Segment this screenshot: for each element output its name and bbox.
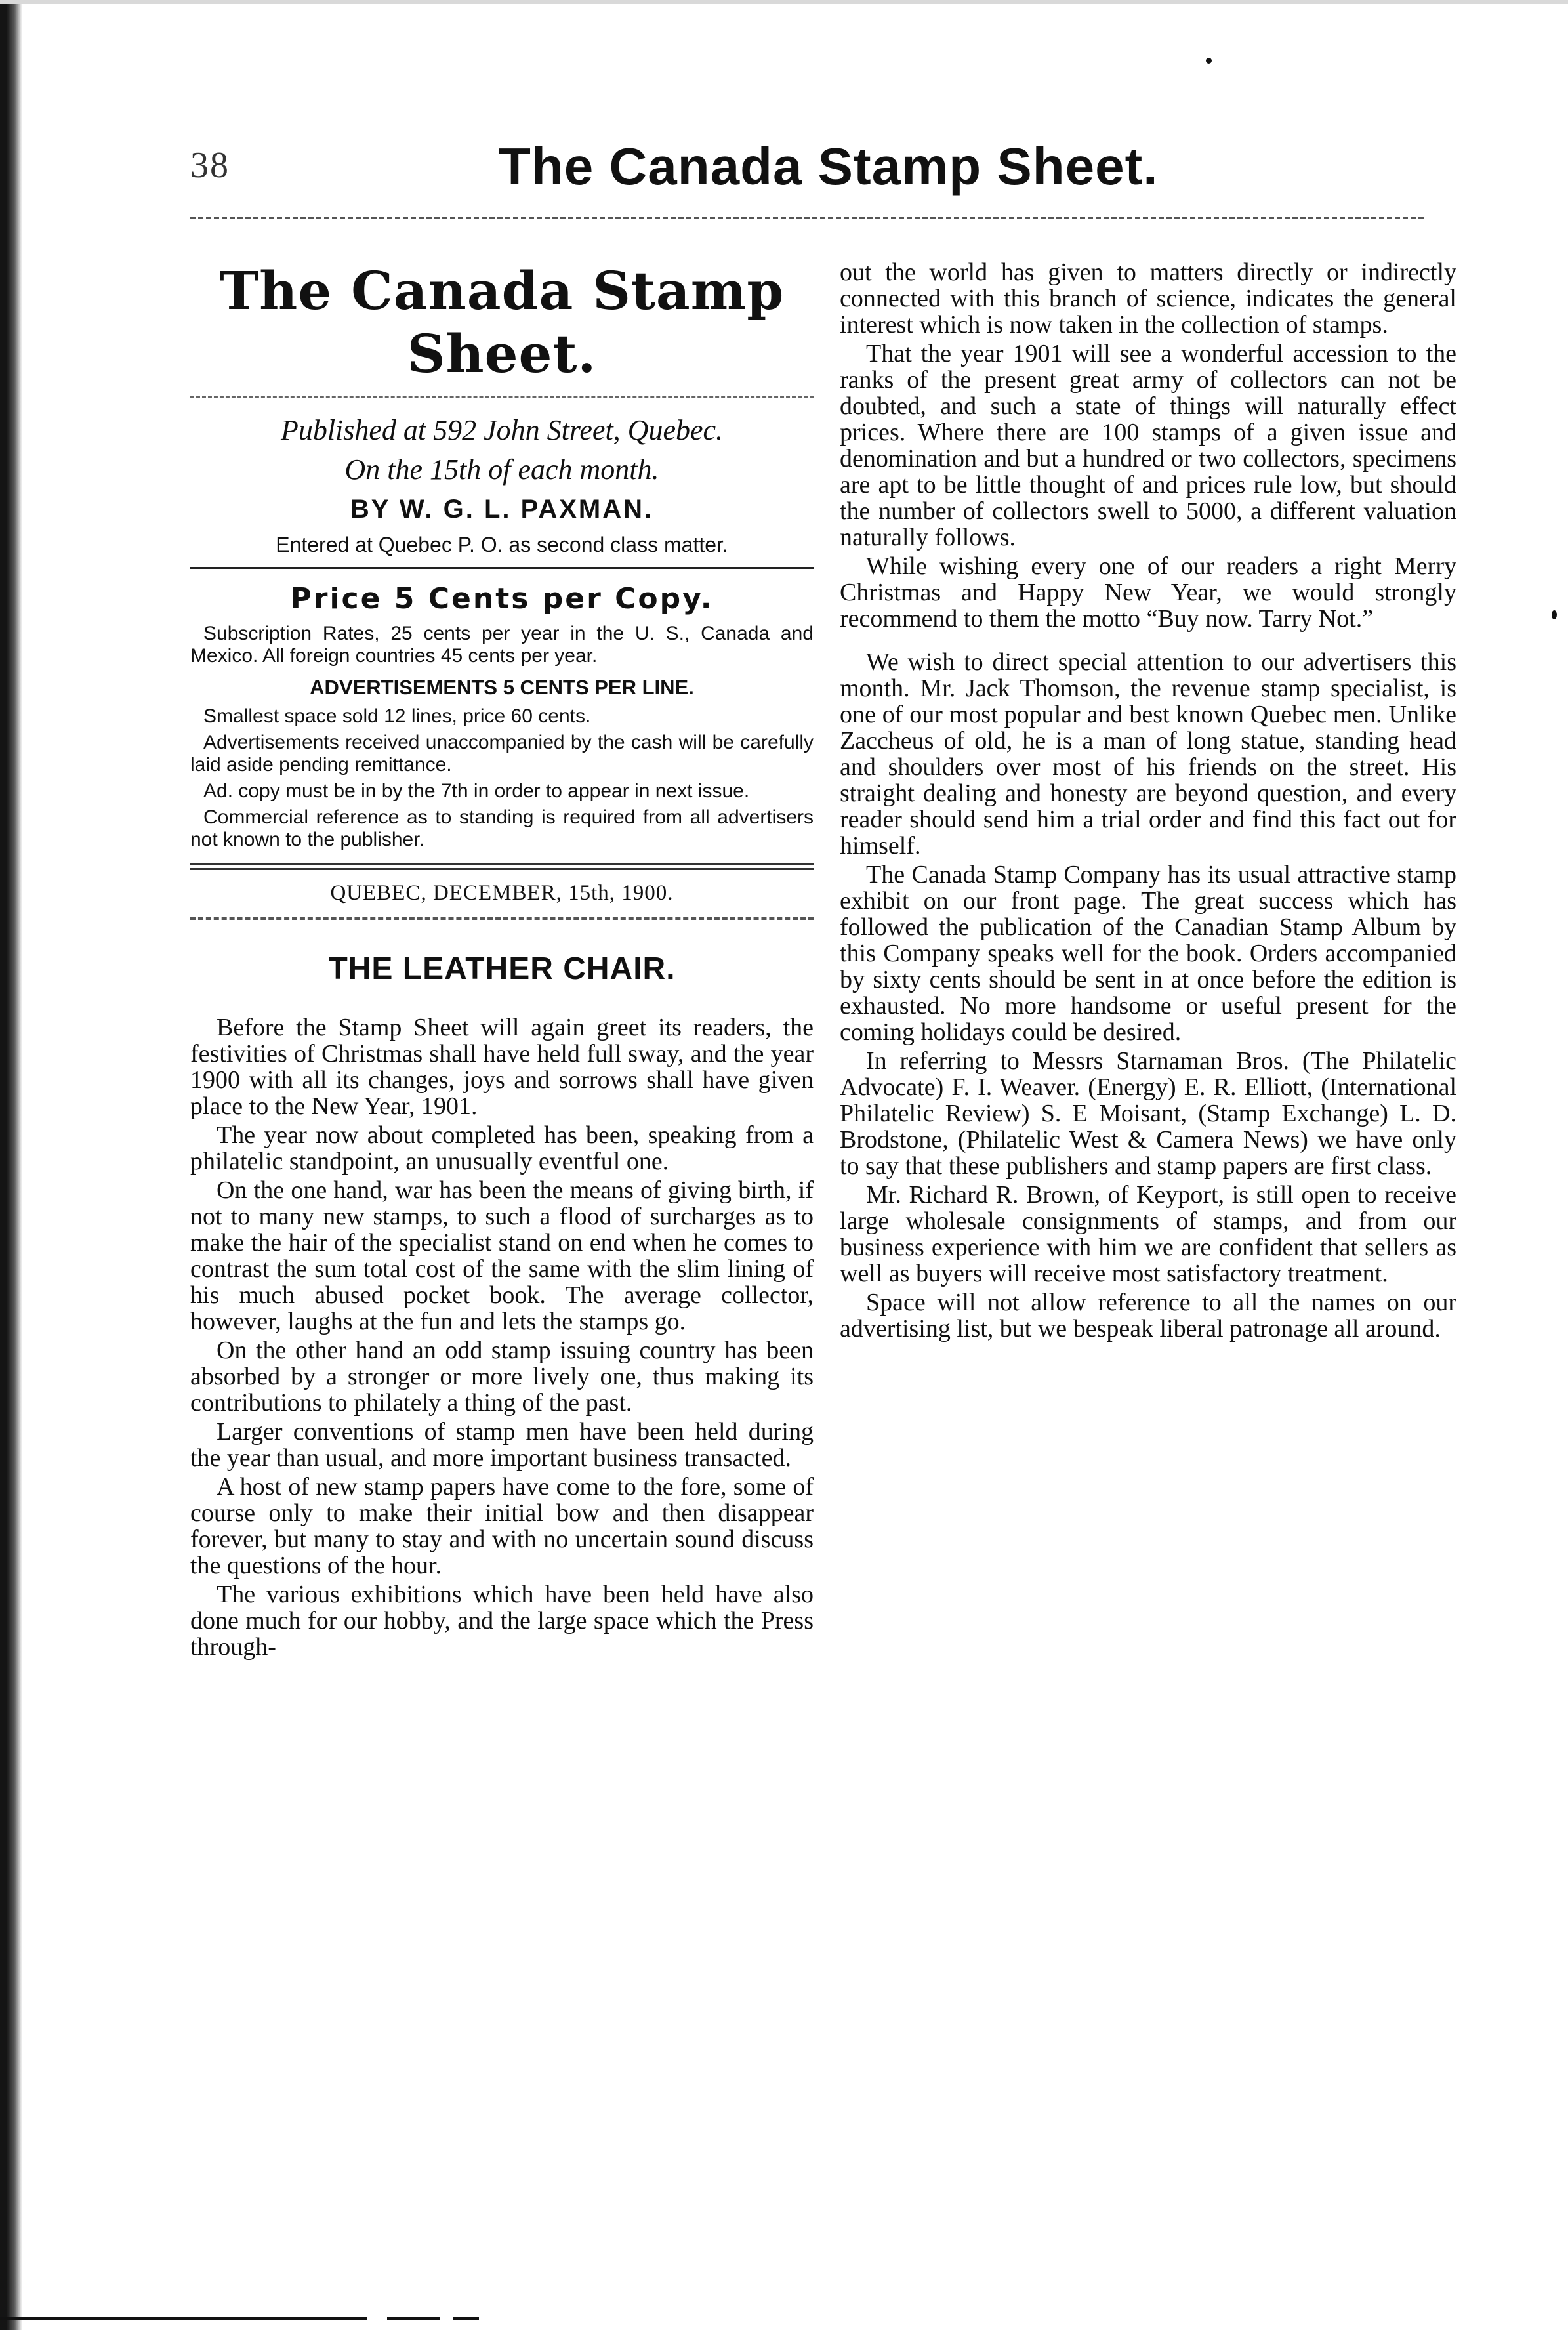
page-number: 38 xyxy=(190,145,230,186)
smallest-space-notice: Smallest space sold 12 lines, price 60 cents. xyxy=(203,705,591,727)
page-bottom-rule xyxy=(0,2317,367,2320)
masthead-rule xyxy=(190,396,814,398)
running-title: The Canada Stamp Sheet. xyxy=(499,137,1159,196)
dateline-rule-top xyxy=(190,863,814,870)
article-continuation: out the world has given to matters directly or indirectly connected with this branch of science, indicates the general interest which is now taken in the collection of stamps. xyxy=(840,259,1456,339)
masthead-divider xyxy=(190,567,814,569)
page-bottom-rule xyxy=(387,2317,440,2320)
publisher-byline: BY W. G. L. PAXMAN. xyxy=(350,495,654,524)
issue-dateline: QUEBEC, DECEMBER, 15th, 1900. xyxy=(330,881,674,905)
publication-address: Published at 592 John Street, Quebec. xyxy=(280,414,724,446)
publication-frequency: On the 15th of each month. xyxy=(344,453,659,486)
scan-speck xyxy=(1552,610,1557,619)
right-column xyxy=(840,259,1456,1342)
commercial-reference-notice: Commercial reference as to standing is required from all advertisers not known to the publisher. xyxy=(190,806,814,850)
article-paragraph: Before the Stamp Sheet will again greet its readers, the festivities of Christmas shall have held full sway, and the year 1900 with all its changes, joys and sorrows shall have given place to the New Year, 1901. xyxy=(190,1014,814,1120)
article-paragraph: On the one hand, war has been the means of giving birth, if not to many new stamps, to such a flood of surcharges as to make the hair of the specialist stand on end when he comes to contrast the sum total cost of the same with the slim lining of his much abused pocket book. The average collector, however, laughs at the fun and lets the stamps go. xyxy=(190,1176,814,1335)
masthead-title: The Canada Stamp Sheet. xyxy=(219,260,785,385)
article-paragraph: A host of new stamp papers have come to the fore, some of course only to make their initial bow and then disappear forever, but many to stay and with no uncertain sound discuss the questions of the hour. xyxy=(190,1473,814,1579)
dateline-rule-bottom xyxy=(190,917,814,920)
scan-speck xyxy=(1206,58,1212,64)
scan-top-edge xyxy=(0,0,1568,4)
left-column xyxy=(190,259,814,1660)
page-header xyxy=(184,130,1338,202)
scan-binding-edge xyxy=(0,0,22,2330)
advertising-rate-heading: ADVERTISEMENTS 5 CENTS PER LINE. xyxy=(310,676,694,699)
ad-copy-deadline: Ad. copy must be in by the 7th in order to appear in next issue. xyxy=(203,780,750,802)
news-note: In referring to Messrs Starnaman Bros. (The Philatelic Advocate) F. I. Weaver. (Energy) E. R. Elliott, (International Philatelic Review) S. E Moisant, (Stamp Exchange) L. D. Brodstone, (Philatelic West & Camera News) we have only to say that these publishers and stamp papers are first class. xyxy=(840,1047,1456,1180)
price-per-copy: Price 5 Cents per Copy. xyxy=(290,582,714,615)
postal-entry-note: Entered at Quebec P. O. as second class matter. xyxy=(276,533,728,556)
news-note: Mr. Richard R. Brown, of Keyport, is still open to receive large wholesale consignments of stamps, and from our business experience with him we are confident that sellers as well as buyers will receive most satisfactory treatment. xyxy=(840,1181,1456,1287)
article-paragraph: On the other hand an odd stamp issuing country has been absorbed by a stronger or more lively one, thus making its contributions to philately a thing of the past. xyxy=(190,1337,814,1417)
article-paragraph: That the year 1901 will see a wonderful accession to the ranks of the present great army of collectors can not be doubted, and such a state of things will naturally effect prices. Where there are 100 stamps of a given issue and denomination and but a hundred or two collectors, specimens are apt to be little thought of and prices rule low, but should the number of collectors swell to 5000, a different valuation naturally follows. xyxy=(840,340,1456,551)
article-paragraph: Larger conventions of stamp men have been held during the year than usual, and more important business transacted. xyxy=(190,1418,814,1472)
news-note: Space will not allow reference to all the names on our advertising list, but we bespeak liberal patronage all around. xyxy=(840,1289,1456,1342)
page-bottom-rule xyxy=(453,2317,479,2320)
unaccompanied-ads-notice: Advertisements received unaccompanied by the cash will be carefully laid aside pending remittance. xyxy=(190,732,814,776)
article-title: THE LEATHER CHAIR. xyxy=(328,951,676,986)
news-note: The Canada Stamp Company has its usual attractive stamp exhibit on our front page. The great success which has followed the publication of the Canadian Stamp Album by this Company speaks well for the book. Orders accompanied by sixty cents should be sent in at once before the edition is exhausted. No more handsome or useful present for the coming holidays could be desired. xyxy=(840,861,1456,1046)
header-rule xyxy=(190,217,1424,219)
article-paragraph: The year now about completed has been, speaking from a philatelic standpoint, an unusually eventful one. xyxy=(190,1121,814,1175)
article-paragraph: The various exhibitions which have been held have also done much for our hobby, and the large space which the Press through- xyxy=(190,1581,814,1661)
article-paragraph: While wishing every one of our readers a right Merry Christmas and Happy New Year, we would strongly recommend to them the motto “Buy now. Tarry Not.” xyxy=(840,552,1456,633)
subscription-rates: Subscription Rates, 25 cents per year in the U. S., Canada and Mexico. All foreign countries 45 cents per year. xyxy=(190,623,814,667)
news-note: We wish to direct special attention to our advertisers this month. Mr. Jack Thomson, the revenue stamp specialist, is one of our most popular and best known Quebec men. Unlike Zaccheus of old, he is a man of long statue, standing head and shoulders over most of his friends on the street. His straight dealing and honesty are beyond question, and every reader should send him a trial order and find this fact out for himself. xyxy=(840,648,1456,860)
